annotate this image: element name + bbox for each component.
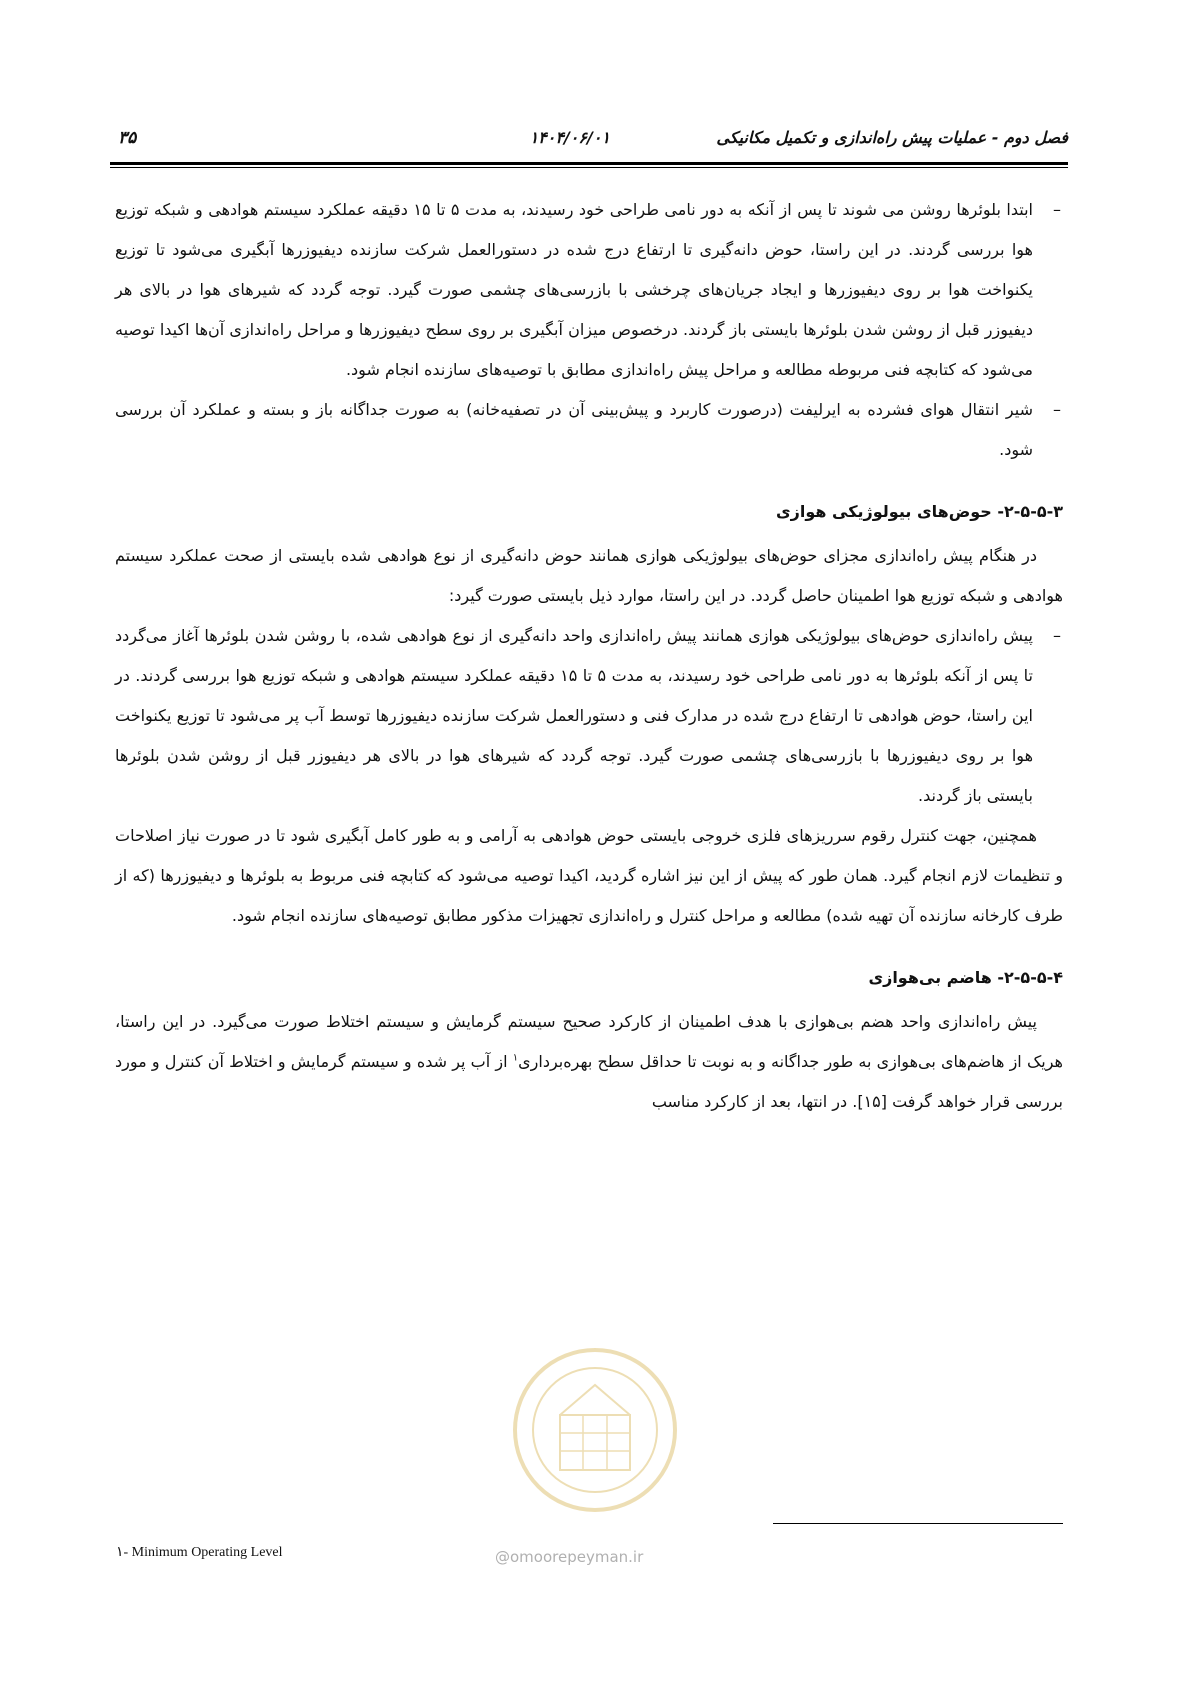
section-paragraph	[115, 1002, 1063, 1122]
header-date: ۱۴۰۴/۰۶/۰۱	[529, 128, 610, 147]
chapter-title: فصل دوم - عملیات پیش راه‌اندازی و تکمیل مکانیکی	[716, 128, 1068, 147]
watermark-text: @omoorepeyman.ir	[495, 1548, 644, 1566]
page-header	[110, 128, 1068, 158]
page-body	[115, 190, 1063, 1122]
section-paragraph: در هنگام پیش راه‌اندازی مجزای حوض‌های بیولوژیکی هوازی همانند حوض دانه‌گیری از نوع هوادهی شده بایستی از صحت عملکرد سیستم هوادهی و شبکه توزیع هوا اطمینان حاصل گردد. در این راستا، موارد ذیل بایستی صورت گیرد:	[115, 546, 1063, 605]
section-heading: ۲-۵-۵-۴- هاضم بی‌هوازی	[868, 968, 1063, 987]
footnote-ref: ۱	[512, 1052, 519, 1064]
section-paragraph: همچنین، جهت کنترل رقوم سرریزهای فلزی خروجی بایستی حوض هوادهی به آرامی و به طور کامل آبگیری شود تا در صورت نیاز اصلاحات و تنظیمات لازم انجام گیرد. همان طور که پیش از این نیز اشاره گردید، اکیدا توصیه می‌شود که کتابچه فنی مربوط به بلوئرها و دیفیوزرها (که از طرف کارخانه سازنده آن تهیه شده) مطالعه و مراحل کنترل و راه‌اندازی تجهیزات مذکور مطابق توصیه‌های سازنده انجام شود.	[115, 826, 1063, 925]
paragraph-text: پیش راه‌اندازی واحد هضم بی‌هوازی با هدف اطمینان از کارکرد صحیح سیستم گرمایش و سیستم اختلاط صورت می‌گیرد. در این راستا، هریک از هاضم‌های بی‌هوازی به طور جداگانه و به نوبت تا حداقل سطح بهره‌برداری	[115, 1012, 1063, 1071]
page-number: ۳۵	[118, 128, 137, 148]
watermark-seal	[500, 1340, 690, 1520]
bullet-item	[115, 616, 1063, 816]
dash-marker: –	[1053, 200, 1061, 219]
footnote-rule	[773, 1523, 1063, 1524]
dash-marker: –	[1053, 626, 1061, 645]
paragraph-text: از آب پر شده و سیستم گرمایش و اختلاط آن کنترل و مورد بررسی قرار خواهد گرفت [۱۵]. در انتها، بعد از کارکرد مناسب	[115, 1052, 1063, 1111]
header-rule-thin	[110, 167, 1068, 168]
header-rule	[110, 162, 1068, 165]
footnote: ۱- Minimum Operating Level	[116, 1545, 283, 1560]
bullet-text: پیش راه‌اندازی حوض‌های بیولوژیکی هوازی همانند پیش راه‌اندازی واحد دانه‌گیری از نوع هوادهی شده، با روشن شدن بلوئرها آغاز می‌گردد تا پس از آنکه بلوئرها به دور نامی طراحی خود رسیدند، به مدت ۵ تا ۱۵ دقیقه عملکرد سیستم هوادهی و شبکه توزیع هوا بررسی گردند. در این راستا، حوض هوادهی تا ارتفاع درج شده در مدارک فنی و دستورالعمل شرکت سازنده دیفیوزرها توسط آب پر می‌شود تا توزیع یکنواخت هوا بر روی دیفیوزرها با بازرسی‌های چشمی صورت گیرد. توجه گردد که شیرهای هوا در بالای هر دیفیوزر قبل از روشن شدن بلوئرها بایستی باز گردند.	[115, 626, 1033, 805]
bullet-item	[115, 190, 1063, 390]
dash-marker: –	[1053, 400, 1061, 419]
bullet-text: ابتدا بلوئرها روشن می شوند تا پس از آنکه به دور نامی طراحی خود رسیدند، به مدت ۵ تا ۱۵ دقیقه عملکرد سیستم هوادهی و شبکه توزیع هوا بررسی گردند. در این راستا، حوض دانه‌گیری تا ارتفاع درج شده در دستورالعمل شرکت سازنده دیفیوزرها آبگیری می‌شود تا توزیع یکنواخت هوا بر روی دیفیوزرها و ایجاد جریان‌های چرخشی با بازرسی‌های چشمی صورت گیرد. توجه گردد که شیرهای هوا در بالای هر دیفیوزر قبل از روشن شدن بلوئرها بایستی باز گردند. درخصوص میزان آبگیری بر روی سطح دیفیوزرها و مراحل راه‌اندازی آن‌ها اکیدا توصیه می‌شود که کتابچه فنی مربوطه مطالعه و مراحل پیش راه‌اندازی مطابق با توصیه‌های سازنده انجام شود.	[115, 200, 1033, 379]
bullet-item	[115, 390, 1063, 470]
section-heading: ۲-۵-۵-۳- حوض‌های بیولوژیکی هوازی	[776, 502, 1063, 521]
bullet-text: شیر انتقال هوای فشرده به ایرلیفت (درصورت کاربرد و پیش‌بینی آن در تصفیه‌خانه) به صورت جداگانه باز و بسته و عملکرد آن بررسی شود.	[115, 400, 1033, 459]
